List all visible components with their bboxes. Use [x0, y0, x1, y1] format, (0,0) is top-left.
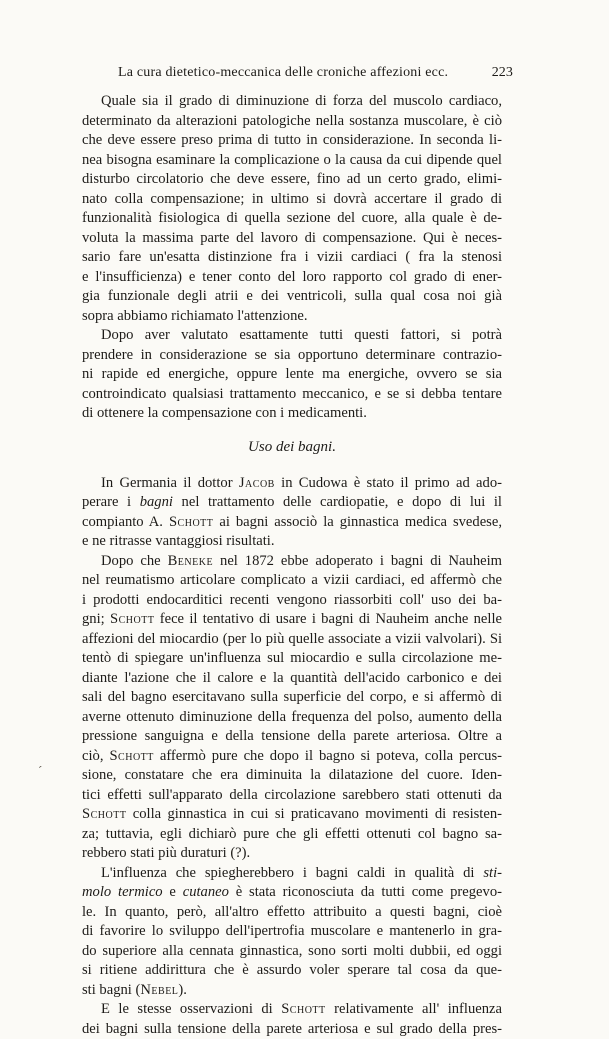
text-line: prendere in considerazione se sia opportuno determinare contrazio- — [82, 346, 502, 366]
text-line: molo termico e cutaneo è stata riconosciuta da tutti come pregevo- — [82, 883, 502, 903]
text-line: determinato da alterazioni patologiche nella sostanza muscolare, è ciò — [82, 112, 502, 132]
text-line: sti bagni (Nebel). — [82, 981, 502, 1001]
text-line: sario fare un'esatta distinzione fra i vizii cardiaci ( fra la stenosi — [82, 248, 502, 268]
text-line: diante l'azione che il calore e la quantità dell'acido carbonico e dei — [82, 669, 502, 689]
text-line: L'influenza che spiegherebbero i bagni caldi in qualità di sti- — [82, 864, 502, 884]
paragraph — [82, 474, 502, 552]
text-line: Quale sia il grado di diminuzione di forza del muscolo cardiaco, — [82, 92, 502, 112]
text-line: Dopo che Beneke nel 1872 ebbe adoperato i bagni di Nauheim — [82, 552, 502, 572]
text-line: averne ottenuto diminuzione della frequenza del polso, aumento della — [82, 708, 502, 728]
text-line: i prodotti endocarditici recenti vengono riassorbiti coll' uso dei ba- — [82, 591, 502, 611]
author-name: Jacob — [239, 475, 275, 491]
text-line: rebbero stati più duraturi (?). — [82, 844, 502, 864]
emphasis: molo termico — [82, 884, 163, 900]
emphasis: sti- — [483, 865, 502, 881]
text-line: ni rapide ed energiche, oppure lente ma energiche, ovvero se sia — [82, 365, 502, 385]
margin-mark: ´ — [38, 763, 42, 779]
author-name: Schott — [110, 611, 154, 627]
paragraph — [82, 552, 502, 864]
text-line: tici effetti sull'apparato della circolazione sarebbero stati ottenuti da — [82, 786, 502, 806]
text-line: tentò di spiegare un'influenza sul miocardio e sulla circolazione me- — [82, 649, 502, 669]
text-line: ciò, Schott affermò pure che dopo il bagno si poteva, colla percus- — [82, 747, 502, 767]
text-line: le. In quanto, però, all'altro effetto attribuito a questi bagni, cioè — [82, 903, 502, 923]
paragraph — [82, 864, 502, 1001]
section-heading: Uso dei bagni. — [82, 434, 502, 460]
text-line: nea bisogna esaminare la complicazione o la causa da cui dipende quel — [82, 151, 502, 171]
author-name: Schott — [82, 806, 126, 822]
author-name: Schott — [109, 748, 153, 764]
author-name: Schott — [169, 514, 213, 530]
text-line: e l'insufficienza) e tener conto del loro rapporto col grado di ener- — [82, 268, 502, 288]
text-line: gni; Schott fece il tentativo di usare i bagni di Nauheim anche nelle — [82, 610, 502, 630]
text-line: nel reumatismo articolare complicato a vizii cardiaci, ed affermò che — [82, 571, 502, 591]
author-name: Nebel — [140, 982, 178, 998]
paragraph — [82, 326, 502, 424]
running-title: La cura dietetico-meccanica delle croniche affezioni ecc. — [118, 64, 448, 82]
author-name: Beneke — [168, 553, 214, 569]
text-line: Schott colla ginnastica in cui si praticavano movimenti di resisten- — [82, 805, 502, 825]
text-line: Dopo aver valutato esattamente tutti questi fattori, si potrà — [82, 326, 502, 346]
text-line: pressione sanguigna e della tensione della parete arteriosa. Oltre a — [82, 727, 502, 747]
text-line: che deve essere preso prima di tutto in considerazione. In seconda li- — [82, 131, 502, 151]
text-line: nato colla compensazione; in ultimo si dovrà accertare il grado di — [82, 190, 502, 210]
text-line: compianto A. Schott ai bagni associò la ginnastica medica svedese, — [82, 513, 502, 533]
text-line: sopra abbiamo richiamato l'attenzione. — [82, 307, 502, 327]
text-line: funzionalità fisiologica di quella sezione del cuore, alla quale è de- — [82, 209, 502, 229]
text-line: do superiore alla cennata ginnastica, sono sorti molti dubbii, ed oggi — [82, 942, 502, 962]
page-body — [82, 92, 502, 1039]
text-line: voluta la massima parte del lavoro di compensazione. Qui è neces- — [82, 229, 502, 249]
paragraph — [82, 92, 502, 326]
text-line: si ritiene addirittura che è assurdo voler sperare tal cosa da que- — [82, 961, 502, 981]
emphasis: bagni — [140, 494, 173, 510]
text-line: di favorire lo sviluppo dell'ipertrofia muscolare e mantenerlo in gra- — [82, 922, 502, 942]
text-line: di ottenere la compensazione con i medicamenti. — [82, 404, 502, 424]
text-line: za; tuttavia, egli dichiarò pure che gli effetti ottenuti col bagno sa- — [82, 825, 502, 845]
text-line: E le stesse osservazioni di Schott relativamente all' influenza — [82, 1000, 502, 1020]
text-line: dei bagni sulla tensione della parete arteriosa e sul grado della pres- — [82, 1020, 502, 1039]
text-line: disturbo circolatorio che deve essere, fino ad un certo grado, elimi- — [82, 170, 502, 190]
page-number: 223 — [492, 64, 513, 82]
text-line: controindicato qualsiasi trattamento meccanico, e se si debba tentare — [82, 385, 502, 405]
text-line: gia funzionale degli atrii e dei ventricoli, sulla qual cosa noi già — [82, 287, 502, 307]
emphasis: cutaneo — [183, 884, 229, 900]
text-line: e ne ritrasse vantaggiosi risultati. — [82, 532, 502, 552]
text-line: sione, constatare che era diminuita la dilatazione del cuore. Iden- — [82, 766, 502, 786]
running-header — [118, 64, 513, 82]
paragraph — [82, 1000, 502, 1039]
text-line: affezioni del miocardio (per lo più quelle associate a vizii valvolari). Si — [82, 630, 502, 650]
text-line: In Germania il dottor Jacob in Cudowa è stato il primo ad ado- — [82, 474, 502, 494]
text-line: perare i bagni nel trattamento delle cardiopatie, e dopo di lui il — [82, 493, 502, 513]
author-name: Schott — [281, 1001, 325, 1017]
text-line: sali del bagno esercitavano sulla superficie del corpo, e si affermò di — [82, 688, 502, 708]
